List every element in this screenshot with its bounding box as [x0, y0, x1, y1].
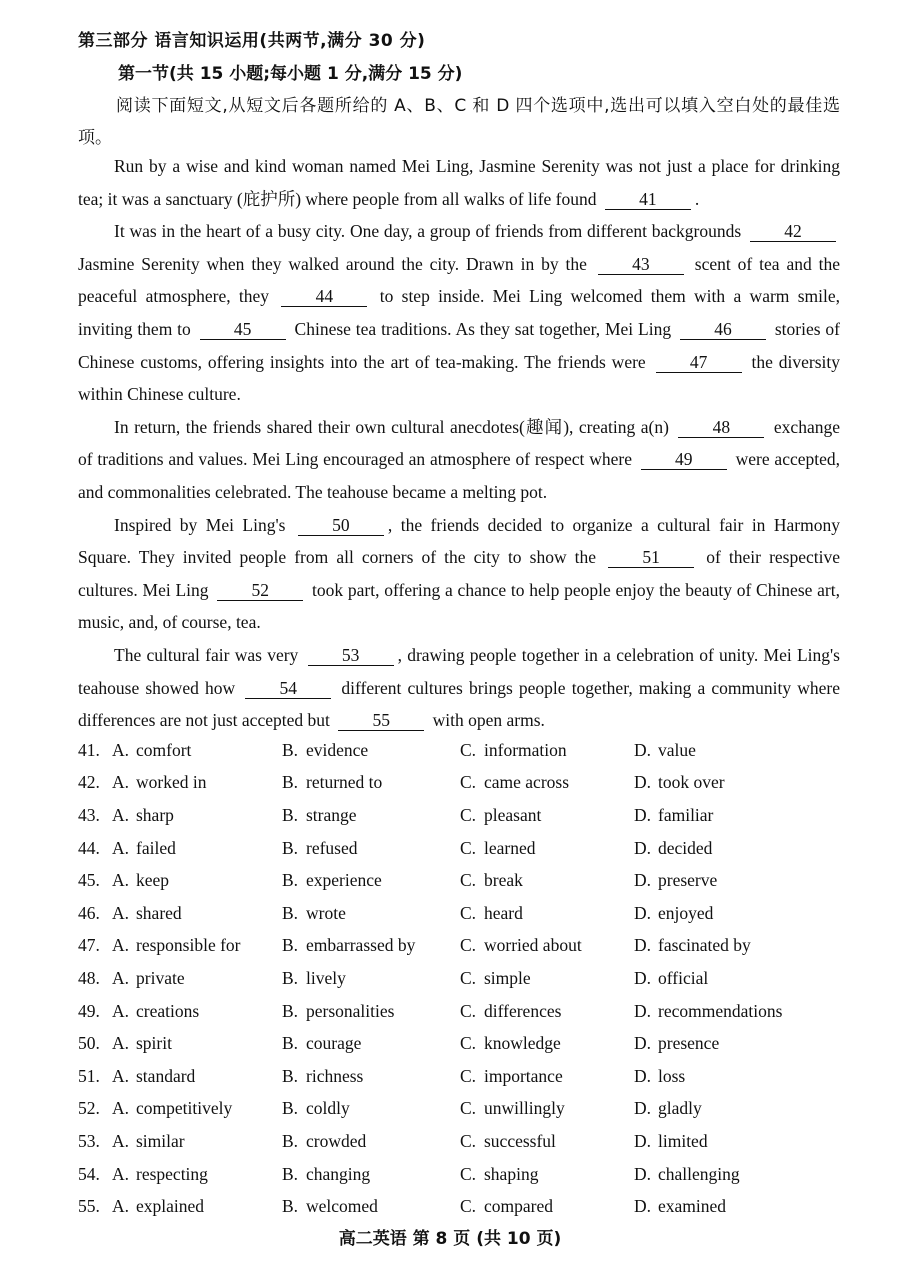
option-text: break	[484, 870, 523, 891]
page-footer: 高二英语 第 8 页 (共 10 页)	[338, 1229, 562, 1249]
option-d	[634, 903, 834, 924]
option-row	[78, 1027, 858, 1060]
option-letter: A.	[112, 739, 130, 760]
option-text: loss	[658, 1065, 686, 1086]
option-letter: A.	[112, 902, 130, 923]
option-letter: C.	[460, 1033, 477, 1054]
option-text: preserve	[658, 870, 718, 891]
option-b	[282, 772, 460, 793]
option-a	[112, 935, 282, 956]
option-c	[460, 1164, 634, 1185]
passage-paragraph	[78, 215, 840, 411]
option-a	[112, 1066, 282, 1087]
option-letter: A.	[112, 1130, 130, 1151]
option-a	[112, 1131, 282, 1152]
option-letter: B.	[282, 902, 299, 923]
option-text: private	[136, 967, 185, 988]
blank-53: 53	[308, 645, 394, 666]
options-table	[78, 734, 858, 1223]
blank-49: 49	[641, 449, 727, 470]
option-c	[460, 968, 634, 989]
option-letter: A.	[112, 1163, 130, 1184]
option-c	[460, 805, 634, 826]
option-c	[460, 1196, 634, 1217]
option-text: came across	[484, 772, 570, 793]
passage-paragraph	[78, 509, 840, 639]
passage-text: , the friends decided to organize a cultural fair in Harmony Square. They invited people from all corners of the city to show the	[78, 514, 840, 568]
option-text: wrote	[306, 902, 346, 923]
option-letter: B.	[282, 967, 299, 988]
option-letter: D.	[634, 1065, 652, 1086]
option-text: differences	[484, 1000, 562, 1021]
option-text: knowledge	[484, 1033, 561, 1054]
option-letter: B.	[282, 804, 299, 825]
option-b	[282, 1098, 460, 1119]
question-number: 42.	[78, 772, 100, 793]
option-b	[282, 1196, 460, 1217]
option-text: learned	[484, 837, 536, 858]
option-row	[78, 1158, 858, 1191]
option-d	[634, 1196, 834, 1217]
option-letter: A.	[112, 1098, 130, 1119]
option-text: respecting	[136, 1163, 208, 1184]
option-b	[282, 1164, 460, 1185]
passage-text: took part, offering a chance to help people enjoy the beauty of Chinese art, music, and, of course, tea.	[78, 579, 840, 633]
option-row	[78, 897, 858, 930]
option-b	[282, 968, 460, 989]
option-a	[112, 740, 282, 761]
option-c	[460, 903, 634, 924]
blank-50: 50	[298, 515, 384, 536]
option-a	[112, 1164, 282, 1185]
question-number: 52.	[78, 1098, 100, 1119]
option-row	[78, 1060, 858, 1093]
option-d	[634, 805, 834, 826]
question-number: 55.	[78, 1196, 100, 1217]
passage-text: of their respective cultures. Mei Ling	[78, 547, 840, 600]
option-b	[282, 935, 460, 956]
blank-46: 46	[680, 319, 766, 340]
option-letter: A.	[112, 967, 130, 988]
option-letter: B.	[282, 1098, 299, 1119]
option-letter: C.	[460, 902, 477, 923]
option-text: unwillingly	[484, 1098, 565, 1119]
option-a	[112, 870, 282, 891]
question-number: 46.	[78, 902, 100, 923]
option-letter: A.	[112, 1065, 130, 1086]
option-a	[112, 1196, 282, 1217]
option-letter: B.	[282, 772, 299, 793]
passage-text: In return, the friends shared their own cultural anecdotes(趣闻), creating a(n)	[114, 416, 675, 437]
option-letter: C.	[460, 967, 477, 988]
option-text: strange	[306, 804, 357, 825]
question-number: 51.	[78, 1065, 100, 1086]
option-text: keep	[136, 870, 170, 891]
question-number: 53.	[78, 1130, 100, 1151]
question-number: 41.	[78, 739, 100, 760]
option-d	[634, 1033, 834, 1054]
passage-text: exchange of traditions and values. Mei Ling encouraged an atmosphere of respect where	[78, 416, 840, 470]
option-letter: B.	[282, 1033, 299, 1054]
option-text: successful	[484, 1130, 556, 1151]
option-text: official	[658, 967, 709, 988]
option-text: pleasant	[484, 804, 542, 825]
option-b	[282, 1066, 460, 1087]
option-text: value	[658, 739, 696, 760]
option-letter: C.	[460, 804, 477, 825]
section-title: 第三部分 语言知识运用(共两节,满分 30 分)	[78, 31, 426, 51]
option-text: familiar	[658, 804, 714, 825]
option-letter: C.	[460, 1196, 477, 1217]
question-number: 45.	[78, 870, 100, 891]
option-a	[112, 968, 282, 989]
option-b	[282, 903, 460, 924]
option-text: limited	[658, 1130, 708, 1151]
option-text: information	[484, 739, 567, 760]
option-text: courage	[306, 1033, 362, 1054]
passage-text: different cultures brings people together, making a community where differences are not just accepted but	[78, 677, 840, 731]
option-c	[460, 1098, 634, 1119]
passage-text: the diversity within Chinese culture.	[78, 351, 840, 405]
blank-44: 44	[281, 286, 367, 307]
question-number: 44.	[78, 837, 100, 858]
option-a	[112, 1033, 282, 1054]
option-text: compared	[484, 1196, 553, 1217]
blank-41: 41	[605, 189, 691, 210]
option-row	[78, 930, 858, 963]
option-letter: A.	[112, 1000, 130, 1021]
option-c	[460, 838, 634, 859]
option-text: responsible for	[136, 935, 241, 956]
passage-paragraph	[78, 639, 840, 737]
option-letter: B.	[282, 1065, 299, 1086]
question-number: 43.	[78, 804, 100, 825]
passage-text: .	[694, 188, 700, 209]
option-letter: D.	[634, 1098, 652, 1119]
option-text: importance	[484, 1065, 563, 1086]
option-d	[634, 1001, 834, 1022]
option-row	[78, 832, 858, 865]
option-a	[112, 838, 282, 859]
option-b	[282, 1001, 460, 1022]
option-b	[282, 740, 460, 761]
option-text: embarrassed by	[306, 935, 416, 956]
option-a	[112, 1001, 282, 1022]
option-a	[112, 1098, 282, 1119]
option-letter: B.	[282, 1130, 299, 1151]
option-letter: D.	[634, 804, 652, 825]
option-letter: C.	[460, 772, 477, 793]
option-c	[460, 1001, 634, 1022]
passage-text: Jasmine Serenity when they walked around the city. Drawn in by the	[78, 253, 594, 274]
option-text: enjoyed	[658, 902, 714, 923]
option-letter: D.	[634, 902, 652, 923]
passage-text: Inspired by Mei Ling's	[114, 514, 294, 535]
option-text: decided	[658, 837, 713, 858]
passage-text: stories of Chinese customs, offering insights into the art of tea-making. The friends were	[78, 318, 840, 372]
option-letter: A.	[112, 837, 130, 858]
option-text: simple	[484, 967, 531, 988]
option-letter: B.	[282, 739, 299, 760]
option-letter: A.	[112, 1033, 130, 1054]
option-text: spirit	[136, 1033, 172, 1054]
option-c	[460, 935, 634, 956]
option-text: lively	[306, 967, 346, 988]
option-letter: B.	[282, 837, 299, 858]
option-text: examined	[658, 1196, 727, 1217]
option-text: experience	[306, 870, 382, 891]
passage-paragraph	[78, 411, 840, 509]
passage-text: to step inside. Mei Ling welcomed them with a warm smile, inviting them to	[78, 286, 841, 339]
option-text: evidence	[306, 739, 369, 760]
option-a	[112, 772, 282, 793]
option-letter: B.	[282, 1163, 299, 1184]
option-letter: D.	[634, 1033, 652, 1054]
option-d	[634, 935, 834, 956]
option-text: worked in	[136, 772, 207, 793]
option-letter: D.	[634, 1130, 652, 1151]
passage-text: scent of tea and the peaceful atmosphere, they	[78, 253, 841, 307]
option-text: gladly	[658, 1098, 702, 1119]
blank-42: 42	[750, 221, 836, 242]
option-b	[282, 1131, 460, 1152]
option-text: sharp	[136, 804, 174, 825]
option-letter: D.	[634, 837, 652, 858]
passage-text: Run by a wise and kind woman named Mei Ling, Jasmine Serenity was not just a place for drinking tea; it was a sanctuary (庇护所) where people from all walks of life found	[78, 156, 840, 209]
option-text: richness	[306, 1065, 364, 1086]
option-text: competitively	[136, 1098, 233, 1119]
subsection-title: 第一节(共 15 小题;每小题 1 分,满分 15 分)	[118, 64, 463, 84]
option-letter: C.	[460, 935, 477, 956]
option-b	[282, 1033, 460, 1054]
option-d	[634, 772, 834, 793]
option-d	[634, 870, 834, 891]
passage-text: Chinese tea traditions. As they sat together, Mei Ling	[289, 318, 676, 339]
option-d	[634, 1066, 834, 1087]
option-text: refused	[306, 837, 358, 858]
option-letter: C.	[460, 739, 477, 760]
option-letter: A.	[112, 1196, 130, 1217]
blank-47: 47	[656, 352, 742, 373]
passage-text: were accepted, and commonalities celebrated. The teahouse became a melting pot.	[78, 449, 841, 502]
passage-text: It was in the heart of a busy city. One day, a group of friends from different backgrounds	[114, 221, 746, 242]
option-row	[78, 962, 858, 995]
option-text: worried about	[484, 935, 582, 956]
option-letter: D.	[634, 1163, 652, 1184]
option-c	[460, 1131, 634, 1152]
option-text: fascinated by	[658, 935, 751, 956]
option-text: recommendations	[658, 1000, 783, 1021]
option-row	[78, 734, 858, 767]
question-number: 50.	[78, 1033, 100, 1054]
option-text: returned to	[306, 772, 383, 793]
passage-text: The cultural fair was very	[114, 644, 304, 665]
option-letter: A.	[112, 804, 130, 825]
option-text: welcomed	[306, 1196, 378, 1217]
option-row	[78, 995, 858, 1028]
blank-48: 48	[678, 417, 764, 438]
option-a	[112, 805, 282, 826]
option-text: comfort	[136, 739, 192, 760]
option-letter: C.	[460, 1065, 477, 1086]
option-letter: D.	[634, 935, 652, 956]
option-row	[78, 1125, 858, 1158]
option-letter: A.	[112, 870, 130, 891]
option-text: changing	[306, 1163, 371, 1184]
option-letter: B.	[282, 935, 299, 956]
question-number: 49.	[78, 1000, 100, 1021]
option-letter: D.	[634, 1196, 652, 1217]
question-number: 54.	[78, 1163, 100, 1184]
option-d	[634, 1098, 834, 1119]
option-text: shared	[136, 902, 182, 923]
option-letter: B.	[282, 870, 299, 891]
blank-54: 54	[245, 678, 331, 699]
option-letter: C.	[460, 870, 477, 891]
option-text: crowded	[306, 1130, 367, 1151]
option-letter: C.	[460, 1098, 477, 1119]
blank-52: 52	[217, 580, 303, 601]
blank-55: 55	[338, 710, 424, 731]
cloze-passage	[78, 150, 840, 737]
option-b	[282, 838, 460, 859]
option-text: personalities	[306, 1000, 395, 1021]
option-c	[460, 1033, 634, 1054]
passage-text: with open arms.	[428, 710, 545, 731]
option-text: explained	[136, 1196, 205, 1217]
option-c	[460, 1066, 634, 1087]
option-letter: C.	[460, 1163, 477, 1184]
option-letter: D.	[634, 1000, 652, 1021]
option-text: took over	[658, 772, 725, 793]
question-number: 47.	[78, 935, 100, 956]
option-letter: C.	[460, 1000, 477, 1021]
question-number: 48.	[78, 967, 100, 988]
option-text: failed	[136, 837, 176, 858]
option-text: presence	[658, 1033, 720, 1054]
option-c	[460, 870, 634, 891]
instructions: 阅读下面短文,从短文后各题所给的 A、B、C 和 D 四个选项中,选出可以填入空白处的最佳选项。	[78, 96, 840, 148]
option-text: heard	[484, 902, 523, 923]
option-letter: B.	[282, 1196, 299, 1217]
option-letter: D.	[634, 739, 652, 760]
blank-51: 51	[608, 547, 694, 568]
option-row	[78, 1093, 858, 1126]
passage-paragraph	[78, 150, 840, 215]
option-d	[634, 838, 834, 859]
option-d	[634, 1131, 834, 1152]
option-letter: D.	[634, 967, 652, 988]
option-letter: A.	[112, 772, 130, 793]
option-row	[78, 767, 858, 800]
option-d	[634, 968, 834, 989]
option-row	[78, 864, 858, 897]
option-text: shaping	[484, 1163, 539, 1184]
option-letter: D.	[634, 870, 652, 891]
option-text: standard	[136, 1065, 196, 1086]
option-letter: C.	[460, 837, 477, 858]
option-text: challenging	[658, 1163, 740, 1184]
option-letter: A.	[112, 935, 130, 956]
option-letter: B.	[282, 1000, 299, 1021]
option-row	[78, 799, 858, 832]
option-b	[282, 870, 460, 891]
option-text: similar	[136, 1130, 185, 1151]
option-letter: C.	[460, 1130, 477, 1151]
blank-45: 45	[200, 319, 286, 340]
blank-43: 43	[598, 254, 684, 275]
option-text: creations	[136, 1000, 200, 1021]
passage-text: , drawing people together in a celebration of unity. Mei Ling's teahouse showed how	[78, 644, 840, 698]
option-a	[112, 903, 282, 924]
option-text: coldly	[306, 1098, 350, 1119]
option-c	[460, 740, 634, 761]
option-b	[282, 805, 460, 826]
option-d	[634, 740, 834, 761]
option-d	[634, 1164, 834, 1185]
option-row	[78, 1190, 858, 1223]
option-letter: D.	[634, 772, 652, 793]
option-c	[460, 772, 634, 793]
